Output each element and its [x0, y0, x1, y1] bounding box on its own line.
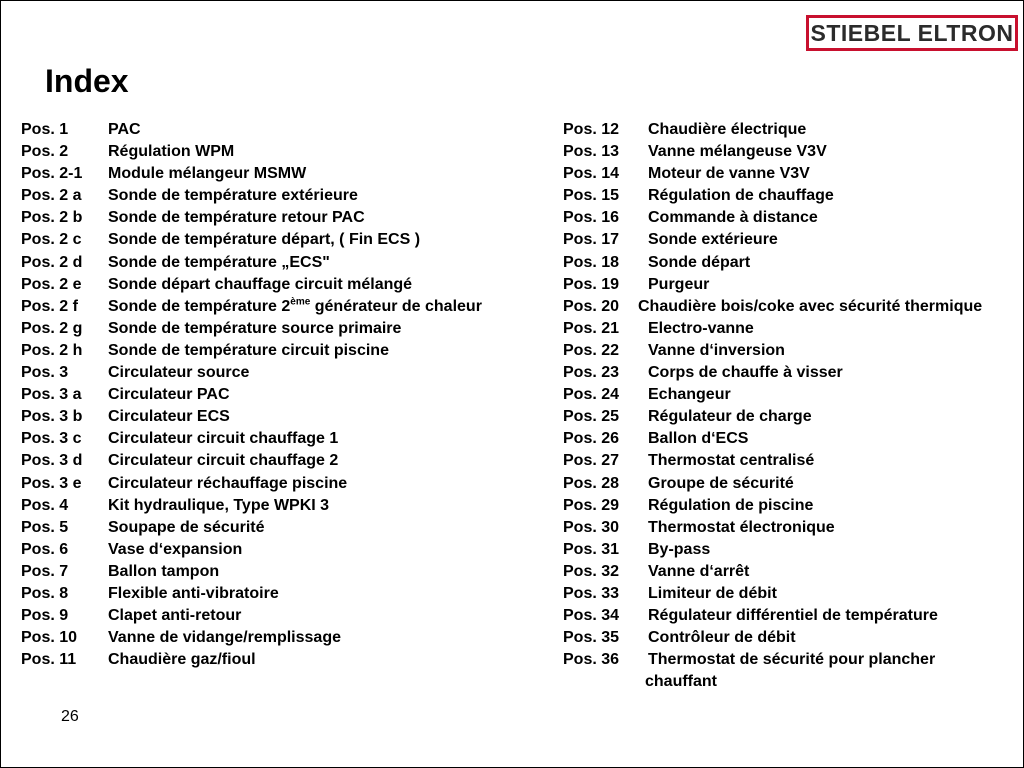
position-code: Pos. 36 [563, 651, 620, 669]
position-code: Pos. 3 d [21, 452, 83, 470]
index-entry [21, 428, 556, 450]
index-entry [563, 583, 1024, 605]
index-entry [21, 450, 556, 472]
position-code: Pos. 2 f [21, 297, 78, 315]
position-code: Pos. 20 [563, 297, 620, 315]
index-entry [563, 517, 1024, 539]
position-code: Pos. 12 [563, 121, 620, 138]
component-label: Vanne de vidange/remplissage [108, 629, 341, 647]
ordinal-superscript: ème [290, 296, 311, 308]
index-entry [21, 384, 556, 406]
position-code: Pos. 2-1 [21, 165, 83, 183]
index-entry [21, 163, 556, 185]
index-entry [563, 119, 1024, 141]
component-label: Chaudière gaz/fioul [108, 651, 256, 669]
position-code: Pos. 2 a [21, 187, 82, 205]
index-entry [21, 605, 556, 627]
component-label: Vanne d‘inversion [648, 341, 785, 359]
component-label: Kit hydraulique, Type WPKI 3 [108, 496, 330, 514]
component-label: Vanne mélangeuse V3V [648, 143, 827, 161]
index-entry [21, 583, 556, 605]
index-entry [563, 318, 1024, 340]
position-code: Pos. 34 [563, 607, 620, 625]
index-entry [21, 649, 556, 671]
component-label: Circulateur réchauffage piscine [108, 474, 348, 492]
position-code: Pos. 15 [563, 187, 620, 205]
position-code: Pos. 31 [563, 540, 620, 558]
index-entry [563, 141, 1024, 163]
index-list-right [563, 119, 1024, 693]
component-label: Circulateur ECS [108, 408, 230, 426]
component-label: Circulateur source [108, 364, 250, 382]
index-entry [21, 318, 556, 340]
position-code: Pos. 21 [563, 319, 620, 337]
label-continuation: chauffant [645, 673, 717, 691]
component-label: Vanne d‘arrêt [648, 562, 750, 580]
position-code: Pos. 17 [563, 231, 620, 249]
index-entry [563, 362, 1024, 384]
position-code: Pos. 3 b [21, 408, 83, 426]
component-label: Chaudière bois/coke avec sécurité thermique [638, 297, 983, 315]
index-entry [21, 495, 556, 517]
position-code: Pos. 2 c [21, 231, 82, 249]
position-code: Pos. 6 [21, 540, 69, 558]
index-entry [21, 561, 556, 583]
component-label: Régulation WPM [108, 143, 235, 161]
brand-logo-text: STIEBEL ELTRON [810, 19, 1014, 46]
position-code: Pos. 2 b [21, 209, 83, 227]
position-code: Pos. 5 [21, 518, 69, 536]
index-entry [563, 428, 1024, 450]
index-entry [21, 627, 556, 649]
component-label: Groupe de sécurité [648, 474, 794, 492]
position-code: Pos. 28 [563, 474, 620, 492]
page-title: Index [45, 63, 129, 99]
position-code: Pos. 18 [563, 253, 620, 271]
component-label: Sonde de température source primaire [108, 319, 402, 337]
index-entry [563, 605, 1024, 627]
position-code: Pos. 11 [21, 651, 77, 669]
component-label: Régulation de chauffage [648, 187, 834, 205]
component-label: Soupape de sécurité [108, 518, 265, 536]
index-entry [21, 274, 556, 296]
component-label: Flexible anti-vibratoire [108, 584, 279, 602]
index-entry [21, 340, 556, 362]
component-label: Electro-vanne [648, 319, 754, 337]
position-code: Pos. 22 [563, 341, 620, 359]
position-code: Pos. 2 e [21, 275, 82, 293]
component-label: Thermostat centralisé [648, 452, 815, 470]
component-label: Vase d‘expansion [108, 540, 243, 558]
position-code: Pos. 2 h [21, 341, 83, 359]
index-list-left [21, 119, 556, 671]
label-text: générateur de chaleur [310, 297, 482, 315]
index-entry [563, 539, 1024, 561]
index-entry [21, 539, 556, 561]
position-code: Pos. 1 [21, 121, 69, 138]
component-label: Chaudière électrique [648, 121, 807, 138]
index-entry [21, 517, 556, 539]
component-label: Moteur de vanne V3V [648, 165, 810, 183]
position-code: Pos. 30 [563, 518, 620, 536]
component-label: Commande à distance [648, 209, 818, 227]
position-code: Pos. 27 [563, 452, 620, 470]
index-entry [21, 185, 556, 207]
index-entry [563, 163, 1024, 185]
page-number: 26 [61, 708, 79, 725]
index-entry [563, 296, 1024, 318]
component-label: Ballon tampon [108, 562, 220, 580]
index-entry [563, 185, 1024, 207]
position-code: Pos. 19 [563, 275, 620, 293]
component-label: Circulateur circuit chauffage 1 [108, 430, 339, 448]
brand-logo [806, 15, 1018, 51]
position-code: Pos. 10 [21, 629, 78, 647]
index-entry [563, 207, 1024, 229]
position-code: Pos. 3 a [21, 386, 82, 404]
position-code: Pos. 26 [563, 430, 620, 448]
label-text: Sonde de température 2 [108, 297, 291, 315]
index-entry [21, 473, 556, 495]
index-entry [563, 252, 1024, 274]
position-code: Pos. 33 [563, 584, 620, 602]
index-entry [563, 561, 1024, 583]
index-entry [563, 450, 1024, 472]
index-entry [563, 649, 1024, 671]
position-code: Pos. 8 [21, 584, 69, 602]
position-code: Pos. 13 [563, 143, 620, 161]
position-code: Pos. 7 [21, 562, 69, 580]
position-code: Pos. 3 [21, 364, 69, 382]
component-label: Régulateur différentiel de température [648, 607, 938, 625]
index-entry [21, 229, 556, 251]
position-code: Pos. 23 [563, 364, 620, 382]
component-label: Sonde de température circuit piscine [108, 341, 389, 359]
position-code: Pos. 35 [563, 629, 620, 647]
component-label: Sonde départ [648, 253, 751, 271]
component-label: Circulateur PAC [108, 386, 230, 404]
position-code: Pos. 29 [563, 496, 620, 514]
position-code: Pos. 32 [563, 562, 620, 580]
position-code: Pos. 9 [21, 607, 69, 625]
component-label: Contrôleur de débit [648, 629, 796, 647]
index-entry [21, 362, 556, 384]
component-label: Circulateur circuit chauffage 2 [108, 452, 339, 470]
position-code: Pos. 25 [563, 408, 620, 426]
index-entry [21, 141, 556, 163]
component-label: Echangeur [648, 386, 731, 404]
index-entry [21, 119, 556, 141]
component-label: Régulateur de charge [648, 408, 812, 426]
component-label: Thermostat électronique [648, 518, 835, 536]
component-label: Ballon d‘ECS [648, 430, 749, 448]
component-label: Sonde de température départ, ( Fin ECS ) [108, 231, 421, 249]
index-entry [563, 274, 1024, 296]
component-label: Sonde de température extérieure [108, 187, 358, 205]
component-label: Module mélangeur MSMW [108, 165, 307, 183]
position-code: Pos. 2 d [21, 253, 83, 271]
component-label: Sonde départ chauffage circuit mélangé [108, 275, 413, 293]
position-code: Pos. 14 [563, 165, 620, 183]
index-entry [21, 207, 556, 229]
index-entry [21, 252, 556, 274]
index-entry [563, 627, 1024, 649]
component-label: By-pass [648, 540, 711, 558]
index-entry [21, 406, 556, 428]
position-code: Pos. 3 c [21, 430, 82, 448]
component-label: PAC [108, 121, 141, 138]
component-label: Sonde extérieure [648, 231, 778, 249]
component-label: Thermostat de sécurité pour plancher [648, 651, 936, 669]
position-code: Pos. 2 g [21, 319, 83, 337]
component-label: Sonde de température retour PAC [108, 209, 365, 227]
component-label: Sonde de température „ECS" [108, 253, 330, 271]
position-code: Pos. 3 e [21, 474, 82, 492]
index-entry [563, 406, 1024, 428]
index-entry [563, 384, 1024, 406]
position-code: Pos. 24 [563, 386, 620, 404]
position-code: Pos. 2 [21, 143, 69, 161]
component-label [108, 296, 482, 318]
component-label: Corps de chauffe à visser [648, 364, 843, 382]
position-code: Pos. 16 [563, 209, 620, 227]
index-entry [563, 340, 1024, 362]
component-label: Limiteur de débit [648, 584, 777, 602]
component-label: Purgeur [648, 275, 710, 293]
position-code: Pos. 4 [21, 496, 69, 514]
index-entry [563, 229, 1024, 251]
component-label: Clapet anti-retour [108, 607, 242, 625]
index-entry [21, 296, 556, 318]
index-entry [563, 473, 1024, 495]
component-label: Régulation de piscine [648, 496, 814, 514]
index-entry [563, 495, 1024, 517]
